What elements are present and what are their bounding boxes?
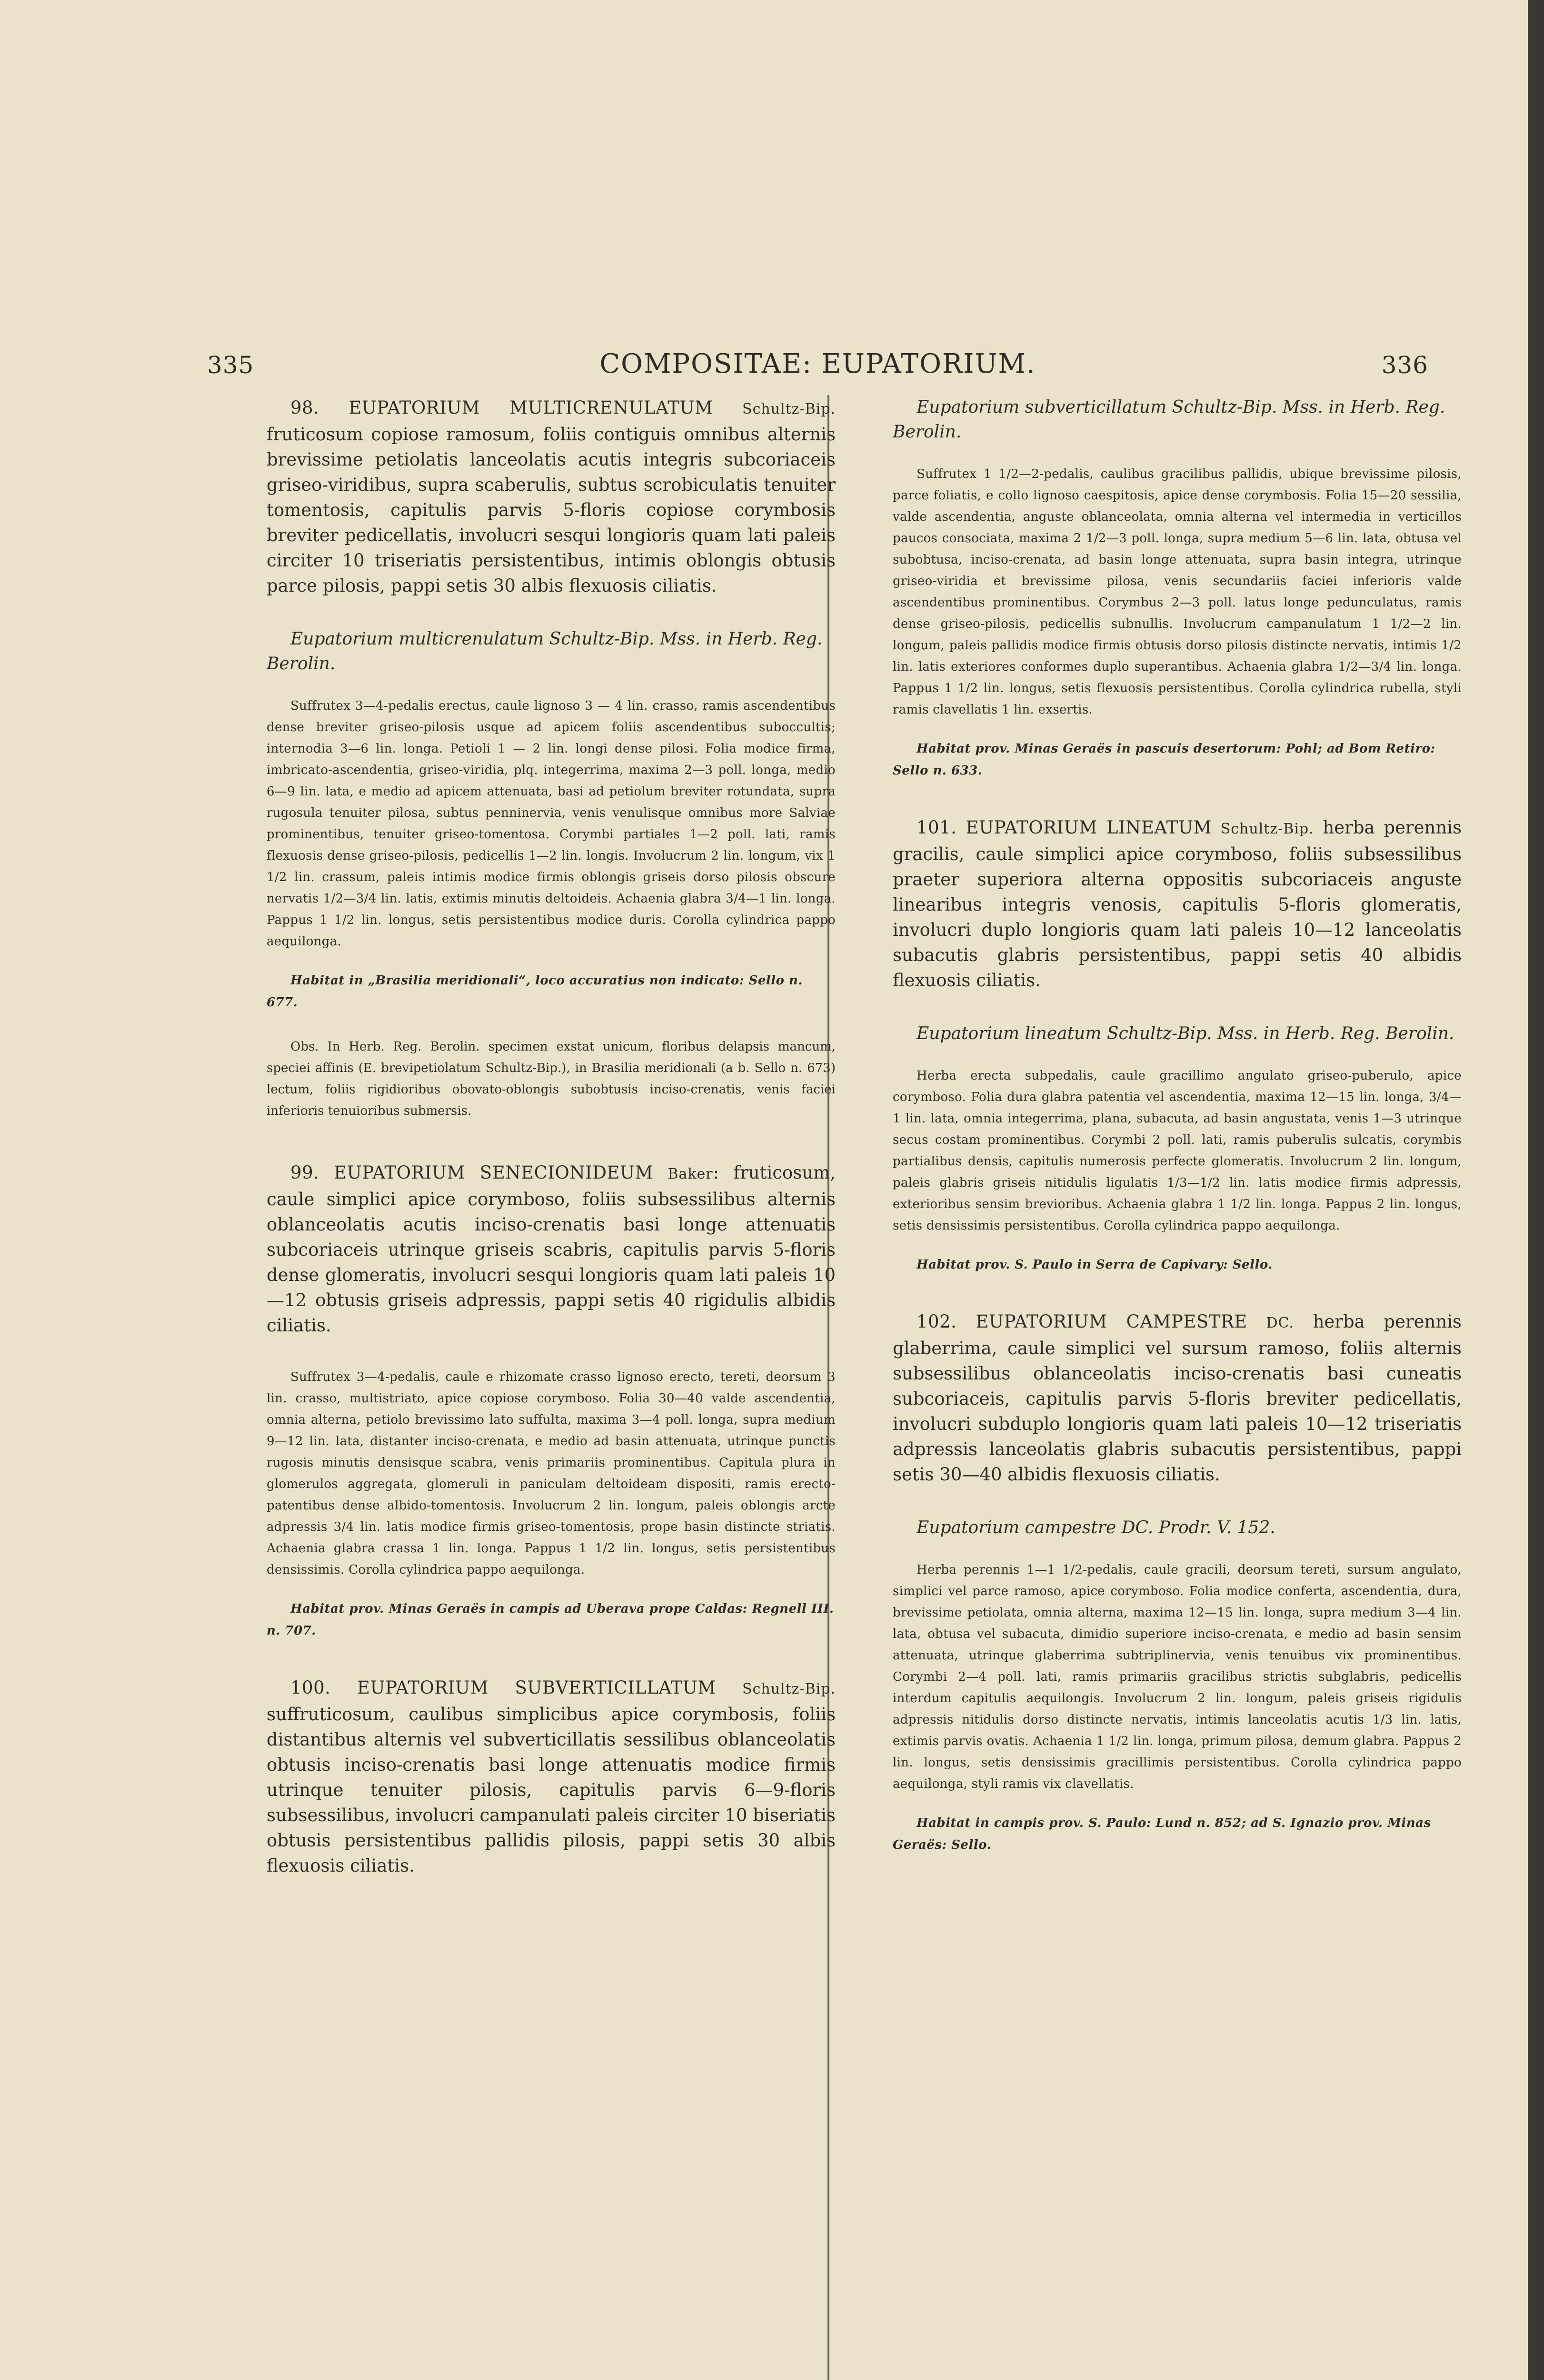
species-98-habitat: Habitat in „Brasilia meridionali“, loco accuratius non indicato: Sello n. 677. — [267, 973, 803, 1010]
species-99-description: Suffrutex 3—4-pedalis, caule e rhizomate crasso lignoso erecto, tereti, deorsum 3 lin. crasso, multistriato, apice copiose corymboso. Folia 30—40 valde ascendentia, omnia alterna, petiolo brevissimo lato suffulta, maxima 3—4 poll. longa, supra medium 9—12 lin. lata, distanter inciso-crenata, e medio ad basin attenuata, utrinque punctis rugosis minutis densisque scabra, venis primariis prominentibus. Capitula plura in glomerulos aggregata, glomeruli in paniculam deltoideam dispositi, ramis erecto-patentibus dense albido-tomentosis. Involucrum 2 lin. longum, paleis oblongis arcte adpressis 3/4 lin. latis modice firmis griseo-tomentosis, prope basin distincte striatis. Achaenia glabra crassa 1 lin. longa. Pappus 1 1/2 lin. longus, setis persistentibus densissimis. Corolla cylindrica pappo aequilonga. — [267, 1370, 836, 1577]
species-102-heading: 102. EUPATORIUM CAMPESTRE — [916, 1311, 1247, 1332]
species-102-author: DC. — [1266, 1315, 1294, 1331]
right-column — [893, 395, 1462, 1879]
species-102-habitat: Habitat in campis prov. S. Paulo: Lund n. 852; ad S. Ignazio prov. Minas Geraës: Sello. — [893, 1816, 1431, 1852]
species-100-heading: 100. EUPATORIUM SUBVERTICILLATUM — [290, 1677, 716, 1698]
page-header — [207, 348, 1428, 385]
species-100-description: Suffrutex 1 1/2—2-pedalis, caulibus gracilibus pallidis, ubique brevissime pilosis, parce foliatis, e collo lignoso caespitosis, apice dense corymbosis. Folia 15—20 sessilia, valde ascendentia, anguste oblanceolata, omnia alterna vel intermedia in verticillos paucos consociata, maxima 2 1/2—3 poll. longa, supra medium 5—6 lin. lata, obtusa vel subobtusa, inciso-crenata, ad basin longe attenuata, supra basin integra, utrinque griseo-viridia et brevissime pilosa, venis secundariis faciei inferioris valde ascendentibus prominentibus. Corymbus 2—3 poll. latus longe pedunculatus, ramis dense griseo-pilosis, pedicellis subnullis. Involucrum campanulatum 1 1/2—2 lin. longum, paleis pallidis modice firmis obtusis dorso pilosis distincte nervatis, intimis 1/2 lin. latis exteriores conformes duplo superantibus. Achaenia glabra 1/2—3/4 lin. longa. Pappus 1 1/2 lin. longus, setis flexuosis persistentibus. Corolla cylindrica rubella, styli ramis clavellatis 1 lin. exsertis. — [893, 467, 1462, 717]
species-98-author: Schultz-Bip. — [742, 401, 836, 417]
left-column — [267, 395, 836, 1907]
species-98-diagnosis — [267, 395, 836, 598]
species-100-author: Schultz-Bip. — [742, 1681, 836, 1697]
species-101-heading: 101. EUPATORIUM LINEATUM — [916, 817, 1212, 838]
species-98-heading: 98. EUPATORIUM MULTICRENULATUM — [290, 397, 713, 418]
species-99-diagnosis — [267, 1160, 836, 1338]
species-101-author: Schultz-Bip. — [1220, 821, 1314, 837]
page-number-right: 336 — [1381, 351, 1428, 379]
species-101-diagnosis — [893, 815, 1462, 993]
species-99-heading: 99. EUPATORIUM SENECIONIDEUM — [290, 1162, 654, 1183]
species-99-text: : fruticosum, caule simplici apice corymboso, foliis subsessilibus alternis oblanceolatis acutis inciso-crenatis basi longe attenuatis subcoriaceis utrinque griseis scabris, capitulis parvis 5-floris dense glomeratis, involucri sesqui longioris quam lati paleis 10—12 obtusis griseis adpressis, pappi setis 40 rigidulis albidis ciliatis. — [267, 1162, 836, 1336]
running-title: COMPOSITAE: EUPATORIUM. — [599, 348, 1036, 379]
species-101-text: herba perennis gracilis, caule simplici apice corymboso, foliis subsessilibus praeter superiora alterna oppositis subcoriaceis anguste linearibus integris venosis, capitulis 5-floris glomeratis, involucri duplo longioris quam lati paleis 10—12 lanceolatis subacutis glabris persistentibus, pappi setis 40 albidis flexuosis ciliatis. — [893, 817, 1462, 991]
species-99-habitat: Habitat prov. Minas Geraës in campis ad Uberava prope Caldas: Regnell III. n. 707. — [267, 1602, 834, 1638]
species-102-diagnosis — [893, 1309, 1462, 1487]
page-number-left: 335 — [207, 351, 254, 379]
species-102-description: Herba perennis 1—1 1/2-pedalis, caule gracili, deorsum tereti, sursum angulato, simplici vel parce ramoso, apice corymboso. Folia modice conferta, ascendentia, dura, brevissime petiolata, omnia alterna, maxima 12—15 lin. longa, supra medium 3—4 lin. lata, obtusa vel subacuta, dimidio superiore inciso-crenata, e medio ad basin sensim attenuata, utrinque glaberrima subtriplinervia, venis tenuibus vix prominentibus. Corymbi 2—4 poll. lati, ramis primariis gracilibus strictis subglabris, pedicellis interdum capitulis aequilongis. Involucrum 2 lin. longum, paleis griseis rigidulis adpressis nitidulis dorso distincte nervatis, intimis lanceolatis acutis 1/3 lin. latis, extimis parvis ovatis. Achaenia 1 1/2 lin. longa, primum pilosa, demum glabra. Pappus 2 lin. longus, setis densissimis gracillimis persistentibus. Corolla cylindrica pappo aequilonga, styli ramis vix clavellatis. — [893, 1563, 1462, 1791]
species-98-synonym: Eupatorium multicrenulatum Schultz-Bip. Mss. in Herb. Reg. Berolin. — [267, 629, 823, 674]
species-101-description: Herba erecta subpedalis, caule gracillimo angulato griseo-puberulo, apice corymboso. Folia dura glabra patentia vel ascendentia, maxima 12—15 lin. longa, 3/4—1 lin. lata, omnia integerrima, plana, subacuta, ad basin angustata, venis 1—3 utrinque secus costam prominentibus. Corymbi 2 poll. lati, ramis puberulis sulcatis, corymbis partialibus densis, capitulis numerosis perfecte glomeratis. Involucrum 2 lin. longum, paleis glabris griseis nitidulis ligulatis 1/3—1/2 lin. latis modice firmis adpressis, exterioribus sensim brevioribus. Achaenia glabra 1 1/2 lin. longa. Pappus 2 lin. longus, setis densissimis persistentibus. Corolla cylindrica pappo aequilonga. — [893, 1069, 1462, 1233]
species-99-author: Baker — [667, 1166, 713, 1182]
species-98-text: fruticosum copiose ramosum, foliis contiguis omnibus alternis brevissime petiolatis lanceolatis acutis integris subcoriaceis griseo-viridibus, supra scaberulis, subtus scrobiculatis tenuiter tomentosis, capitulis parvis 5-floris copiose corymbosis breviter pedicellatis, involucri sesqui longioris quam lati paleis circiter 10 triseriatis persistentibus, intimis oblongis obtusis parce pilosis, pappi setis 30 albis flexuosis ciliatis. — [267, 424, 836, 596]
species-101-habitat: Habitat prov. S. Paulo in Serra de Capivary: Sello. — [916, 1258, 1273, 1272]
species-102-synonym: Eupatorium campestre DC. Prodr. V. 152. — [916, 1518, 1275, 1537]
species-100-habitat: Habitat prov. Minas Geraës in pascuis desertorum: Pohl; ad Bom Retiro: Sello n. 633. — [893, 742, 1435, 778]
species-100-diagnosis — [267, 1675, 836, 1878]
species-100-text: suffruticosum, caulibus simplicibus apice corymbosis, foliis distantibus alternis vel subverticillatis sessilibus oblanceolatis obtusis inciso-crenatis basi longe attenuatis modice firmis utrinque tenuiter pilosis, capitulis parvis 6—9-floris subsessilibus, involucri campanulati paleis circiter 10 biseriatis obtusis persistentibus pallidis pilosis, pappi setis 30 albis flexuosis ciliatis. — [267, 1704, 836, 1876]
page-edge — [1528, 0, 1544, 2380]
species-98-description: Suffrutex 3—4-pedalis erectus, caule lignoso 3 — 4 lin. crasso, ramis ascendentibus dense breviter griseo-pilosis usque ad apicem foliis ascendentibus suboccultis; internodia 3—6 lin. longa. Petioli 1 — 2 lin. longi dense pilosi. Folia modice firma, imbricato-ascendentia, griseo-viridia, plq. integerrima, maxima 2—3 poll. longa, medio 6—9 lin. lata, e medio ad apicem attenuata, basi ad petiolum breviter rotundata, supra rugosula tenuiter pilosa, subtus penninervia, venis venulisque omnibus more Salviae prominentibus, tenuiter griseo-tomentosa. Corymbi partiales 1—2 poll. lati, ramis flexuosis dense griseo-pilosis, pedicellis 1—2 lin. longis. Involucrum 2 lin. longum, vix 1 1/2 lin. crassum, paleis intimis modice firmis oblongis griseis dorso pilosis obscure nervatis 1/2—3/4 lin. latis, extimis minutis deltoideis. Achaenia glabra 3/4—1 lin. longa. Pappus 1 1/2 lin. longus, setis persistentibus modice duris. Corolla cylindrica pappo aequilonga. — [267, 699, 836, 949]
species-102-text: herba perennis glaberrima, caule simplici vel sursum ramoso, foliis alternis subsessilibus oblanceolatis inciso-crenatis basi cuneatis subcoriaceis, capitulis parvis 5-floris breviter pedicellatis, involucri subduplo longioris quam lati paleis 10—12 triseriatis adpressis lanceolatis glabris subacutis persistentibus, pappi setis 30—40 albidis flexuosis ciliatis. — [893, 1311, 1462, 1485]
species-98-observation: Obs. In Herb. Reg. Berolin. specimen exstat unicum, floribus delapsis mancum, speciei affinis (E. brevipetiolatum Schultz-Bip.), in Brasilia meridionali (a b. Sello n. 673) lectum, foliis rigidioribus obovato-oblongis subobtusis inciso-crenatis, venis faciei inferioris tenuioribus submersis. — [267, 1040, 836, 1118]
species-100-synonym: Eupatorium subverticillatum Schultz-Bip. Mss. in Herb. Reg. Berolin. — [893, 397, 1445, 442]
species-101-synonym: Eupatorium lineatum Schultz-Bip. Mss. in Herb. Reg. Berolin. — [916, 1024, 1454, 1043]
